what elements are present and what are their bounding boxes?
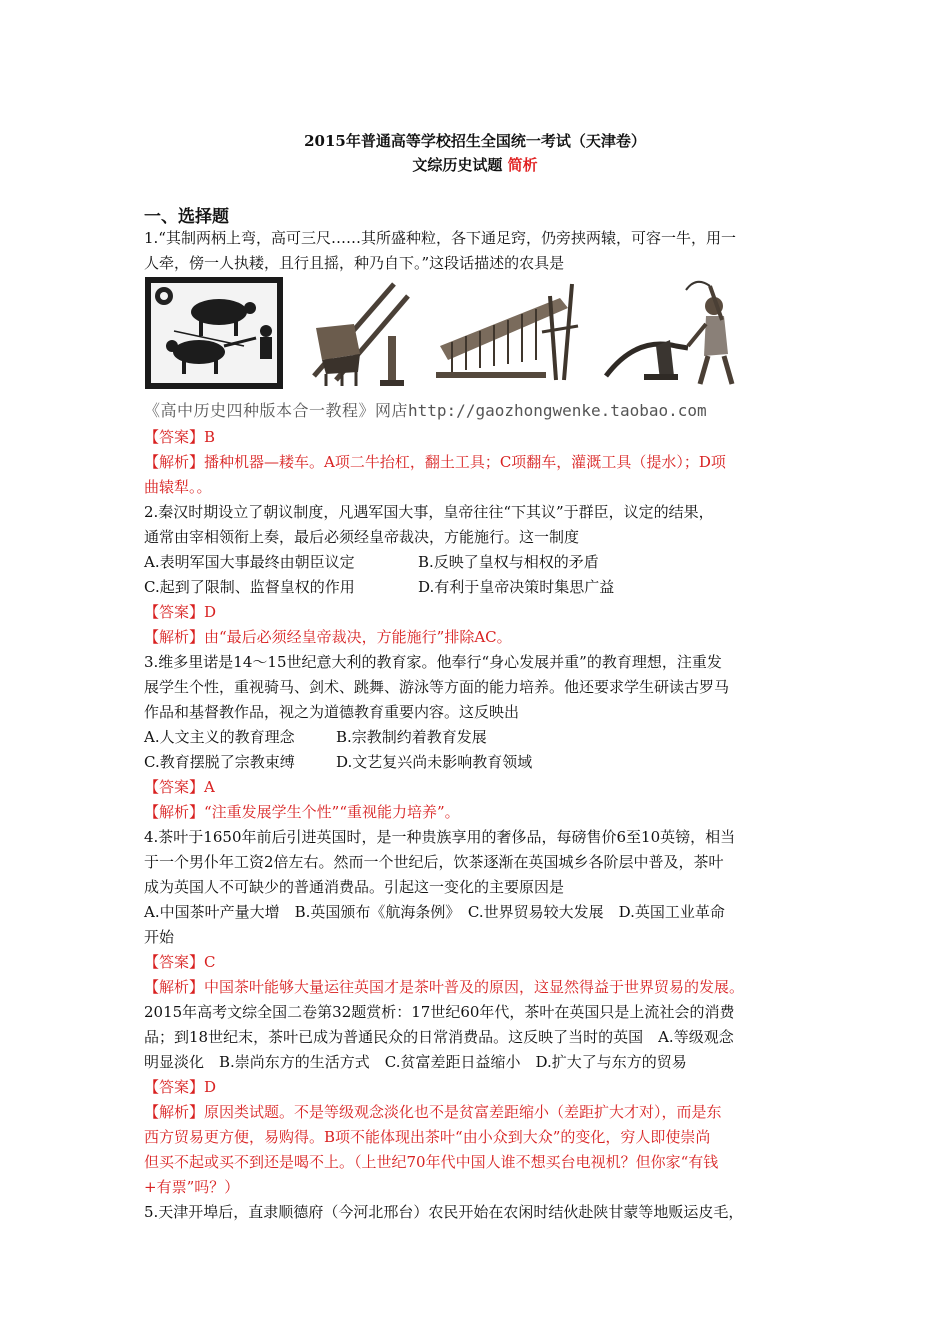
question-3-option-d: D.文艺复兴尚未影响教育领域 (336, 753, 533, 771)
watermark-url: http://gaozhongwenke.taobao.com (408, 401, 707, 420)
question-4-options: A.中国茶叶产量大增 B.英国颁布《航海条例》 C.世界贸易较大发展 D.英国工业革命 (144, 903, 725, 921)
question-5-line-1: 5.天津开埠后，直隶顺德府（今河北邢台）农民开始在农闲时结伙赴陕甘蒙等地贩运皮毛， (144, 1203, 744, 1221)
question-1-answer: 【答案】B (144, 428, 216, 446)
question-3-option-a: A.人文主义的教育理念 (144, 728, 295, 746)
document-subtitle (0, 154, 950, 175)
question-2-line-2: 通常由宰相领衔上奏，最后必须经皇帝裁决，方能施行。这一制度 (144, 528, 580, 546)
question-3-line-3: 作品和基督教作品，视之为道德教育重要内容。这反映出 (144, 703, 520, 721)
related-question-analysis-line-1: 【解析】原因类试题。不是等级观念淡化也不是贫富差距缩小（差距扩大才对），而是东 (144, 1103, 722, 1121)
question-2-option-d: D.有利于皇帝决策时集思广益 (418, 578, 615, 596)
question-4-line-3: 成为英国人不可缺少的普通消费品。引起这一变化的主要原因是 (144, 878, 565, 896)
question-4-line-2: 于一个男仆年工资2倍左右。然而一个世纪后，饮茶逐渐在英国城乡各阶层中普及，茶叶 (144, 853, 724, 871)
document-title: 2015年普通高等学校招生全国统一考试（天津卷） (304, 132, 646, 150)
subtitle-tag: 简析 (507, 156, 538, 174)
question-3-line-1: 3.维多里诺是14～15世纪意大利的教育家。他奉行“身心发展并重”的教育理想，注重发 (144, 653, 722, 671)
question-4-line-1: 4.茶叶于1650年前后引进英国时，是一种贵族享用的奢侈品，每磅售价6至10英镑，相当 (144, 828, 736, 846)
seed-drill-image (296, 276, 416, 390)
related-question-line-3: 明显淡化 B.崇尚东方的生活方式 C.贫富差距日益缩小 D.扩大了与东方的贸易 (144, 1053, 687, 1071)
question-3-answer: 【答案】A (144, 778, 215, 796)
related-question-analysis-line-3: 但买不起或买不到还是喝不上。（上世纪70年代中国人谁不想买台电视机？但你家“有钱 (144, 1153, 719, 1171)
related-question-line-1: 2015年高考文综全国二卷第32题赏析：17世纪60年代，茶叶在英国只是上流社会的消费 (144, 1003, 735, 1021)
question-3-option-b: B.宗教制约着教育发展 (336, 728, 487, 746)
question-2-line-1: 2.秦汉时期设立了朝议制度，凡遇军国大事，皇帝往往“下其议”于群臣，议定的结果， (144, 503, 714, 521)
question-2-option-c: C.起到了限制、监督皇权的作用 (144, 578, 355, 596)
section-heading: 一、选择题 (144, 207, 229, 227)
question-1-line-1: 1.“其制两柄上弯，高可三尺……其所盛种粒，各下通足窍，仍旁挟两辕，可容一牛，用一 (144, 229, 736, 247)
question-2-option-b: B.反映了皇权与相权的矛盾 (418, 553, 599, 571)
dragon-bone-waterwheel-image (432, 276, 582, 390)
question-3-option-c: C.教育摆脱了宗教束缚 (144, 753, 295, 771)
watermark-text (144, 398, 707, 421)
related-question-analysis-line-2: 西方贸易更方便，易购得。B项不能体现出茶叶“由小众到大众”的变化，穷人即使崇尚 (144, 1128, 711, 1146)
question-1-line-2: 人牵，傍一人执耧，且行且摇，种乃自下。”这段话描述的农具是 (144, 254, 565, 272)
related-question-line-2: 品；到18世纪末，茶叶已成为普通民众的日常消费品。这反映了当时的英国 A.等级观念 (144, 1028, 734, 1046)
curved-plow-image (596, 276, 752, 390)
question-1-option-images (144, 276, 754, 390)
question-2-option-a: A.表明军国大事最终由朝臣议定 (144, 553, 355, 571)
question-4-answer: 【答案】C (144, 953, 216, 971)
question-4-options-continued: 开始 (144, 928, 175, 946)
related-question-answer: 【答案】D (144, 1078, 217, 1096)
question-1-analysis-line-1: 【解析】播种机器—耧车。A项二牛抬杠，翻土工具；C项翻车，灌溉工具（提水）；D项 (144, 453, 726, 471)
subtitle-main: 文综历史试题 (412, 156, 503, 174)
question-2-analysis: 【解析】由“最后必须经皇帝裁决，方能施行”排除AC。 (144, 628, 512, 646)
question-2-answer: 【答案】D (144, 603, 217, 621)
question-1-analysis-line-2: 曲辕犁。。 (144, 478, 212, 496)
ox-plowing-rubbing-image (144, 276, 284, 390)
watermark-shop-name: 《高中历史四种版本合一教程》网店 (144, 401, 409, 420)
related-question-analysis-line-4: +有票”吗？） (144, 1178, 240, 1196)
question-3-analysis: 【解析】“注重发展学生个性”“重视能力培养”。 (144, 803, 460, 821)
question-4-analysis: 【解析】中国茶叶能够大量运往英国才是茶叶普及的原因，这显然得益于世界贸易的发展。 (144, 978, 745, 996)
question-3-line-2: 展学生个性，重视骑马、剑术、跳舞、游泳等方面的能力培养。他还要求学生研读古罗马 (144, 678, 730, 696)
